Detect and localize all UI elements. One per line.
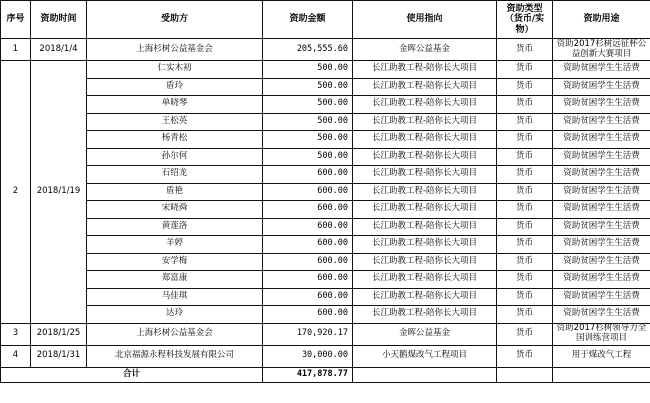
header-amount: 资助金额 [263, 1, 353, 39]
cell-recipient: 安学梅 [87, 253, 263, 271]
table-row [1, 201, 650, 219]
cell-direction: 长江助教工程-陪你长大项目 [353, 113, 497, 131]
header-type: 资助类型（货币/实物） [497, 1, 553, 39]
cell-purpose: 资助贫困学生生活费 [553, 131, 650, 149]
cell-purpose: 资助2017杉树领导力全国训练营项目 [553, 323, 650, 345]
cell-recipient: 郑富康 [87, 271, 263, 289]
cell-type: 货币 [497, 78, 553, 96]
cell-direction: 金晖公益基金 [353, 39, 497, 61]
cell-direction: 长江助教工程-陪你长大项目 [353, 131, 497, 149]
cell-purpose: 资助贫困学生生活费 [553, 113, 650, 131]
cell-type: 货币 [497, 323, 553, 345]
table-row [1, 306, 650, 324]
table-row [1, 39, 650, 61]
cell-type: 货币 [497, 131, 553, 149]
cell-date: 2018/1/25 [31, 323, 87, 345]
cell-date: 2018/1/31 [31, 345, 87, 367]
cell-purpose: 资助贫困学生生活费 [553, 236, 650, 254]
cell-direction: 长江助教工程-陪你长大项目 [353, 61, 497, 79]
cell-amount: 500.00 [263, 148, 353, 166]
cell-purpose: 资助贫困学生生活费 [553, 148, 650, 166]
cell-amount: 30,000.00 [263, 345, 353, 367]
cell-purpose: 资助贫困学生生活费 [553, 96, 650, 114]
cell-direction: 长江助教工程-陪你长大项目 [353, 183, 497, 201]
cell-direction: 长江助教工程-陪你长大项目 [353, 148, 497, 166]
cell-purpose: 用于煤改气工程 [553, 345, 650, 367]
cell-type: 货币 [497, 236, 553, 254]
cell-recipient: 王松英 [87, 113, 263, 131]
header-seq: 序号 [1, 1, 31, 39]
cell-purpose: 资助贫困学生生活费 [553, 78, 650, 96]
cell-direction: 长江助教工程-陪你长大项目 [353, 201, 497, 219]
cell-purpose: 资助贫困学生生活费 [553, 201, 650, 219]
header-date: 资助时间 [31, 1, 87, 39]
cell-type: 货币 [497, 39, 553, 61]
cell-purpose: 资助贫困学生生活费 [553, 166, 650, 184]
cell-type: 货币 [497, 166, 553, 184]
cell-type: 货币 [497, 288, 553, 306]
cell-type: 货币 [497, 183, 553, 201]
cell-seq: 3 [1, 323, 31, 345]
cell-amount: 600.00 [263, 166, 353, 184]
cell-type: 货币 [497, 253, 553, 271]
header-row [1, 1, 650, 39]
cell-amount: 170,920.17 [263, 323, 353, 345]
table-row [1, 166, 650, 184]
cell-type: 货币 [497, 96, 553, 114]
cell-purpose: 资助贫困学生生活费 [553, 306, 650, 324]
cell-amount: 600.00 [263, 183, 353, 201]
cell-amount: 500.00 [263, 78, 353, 96]
cell-direction: 长江助教工程-陪你长大项目 [353, 166, 497, 184]
table-row [1, 183, 650, 201]
table-row [1, 78, 650, 96]
cell-direction: 长江助教工程-陪你长大项目 [353, 218, 497, 236]
cell-recipient: 羊婷 [87, 236, 263, 254]
table-row [1, 131, 650, 149]
header-direction: 使用指向 [353, 1, 497, 39]
total-label: 合计 [1, 367, 263, 382]
table-body [1, 39, 650, 383]
table-row [1, 113, 650, 131]
table-row [1, 218, 650, 236]
table-row [1, 345, 650, 367]
total-row [1, 367, 650, 382]
cell-recipient: 上海杉树公益基金会 [87, 39, 263, 61]
cell-direction: 小天鹅煤改气工程项目 [353, 345, 497, 367]
cell-type: 货币 [497, 345, 553, 367]
cell-amount: 500.00 [263, 96, 353, 114]
total-amount: 417,878.77 [263, 367, 353, 382]
cell-recipient: 马佳琪 [87, 288, 263, 306]
cell-direction: 长江助教工程-陪你长大项目 [353, 288, 497, 306]
table-row [1, 271, 650, 289]
header-purpose: 资助用途 [553, 1, 650, 39]
cell-type: 货币 [497, 306, 553, 324]
cell-type: 货币 [497, 113, 553, 131]
cell-type: 货币 [497, 218, 553, 236]
total-empty-cell [353, 367, 497, 382]
header-recipient: 受助方 [87, 1, 263, 39]
cell-amount: 500.00 [263, 131, 353, 149]
cell-purpose: 资助贫困学生生活费 [553, 288, 650, 306]
cell-recipient: 杨青松 [87, 131, 263, 149]
cell-direction: 长江助教工程-陪你长大项目 [353, 96, 497, 114]
cell-purpose: 资助贫困学生生活费 [553, 253, 650, 271]
cell-purpose: 资助2017杉树远征杯公益创新大赛项目 [553, 39, 650, 61]
cell-recipient: 黄莲洛 [87, 218, 263, 236]
cell-purpose: 资助贫困学生生活费 [553, 183, 650, 201]
cell-type: 货币 [497, 271, 553, 289]
cell-amount: 500.00 [263, 61, 353, 79]
cell-seq: 2 [1, 61, 31, 324]
cell-amount: 205,555.60 [263, 39, 353, 61]
cell-purpose: 资助贫困学生生活费 [553, 61, 650, 79]
cell-recipient: 孙尔何 [87, 148, 263, 166]
cell-amount: 600.00 [263, 236, 353, 254]
table-row [1, 253, 650, 271]
cell-recipient: 盾艳 [87, 183, 263, 201]
cell-date: 2018/1/19 [31, 61, 87, 324]
cell-direction: 长江助教工程-陪你长大项目 [353, 253, 497, 271]
cell-amount: 600.00 [263, 306, 353, 324]
cell-type: 货币 [497, 201, 553, 219]
cell-recipient: 上海杉树公益基金会 [87, 323, 263, 345]
total-empty-cell [497, 367, 553, 382]
cell-direction: 长江助教工程-陪你长大项目 [353, 236, 497, 254]
cell-direction: 金晖公益基金 [353, 323, 497, 345]
table-row [1, 288, 650, 306]
cell-type: 货币 [497, 61, 553, 79]
cell-recipient: 石绍龙 [87, 166, 263, 184]
cell-amount: 600.00 [263, 271, 353, 289]
cell-seq: 4 [1, 345, 31, 367]
cell-direction: 长江助教工程-陪你长大项目 [353, 271, 497, 289]
table-row [1, 96, 650, 114]
cell-amount: 600.00 [263, 201, 353, 219]
cell-recipient: 宋晓舜 [87, 201, 263, 219]
cell-purpose: 资助贫困学生生活费 [553, 271, 650, 289]
cell-amount: 500.00 [263, 113, 353, 131]
cell-amount: 600.00 [263, 218, 353, 236]
cell-seq: 1 [1, 39, 31, 61]
cell-direction: 长江助教工程-陪你长大项目 [353, 306, 497, 324]
cell-date: 2018/1/4 [31, 39, 87, 61]
cell-amount: 600.00 [263, 253, 353, 271]
cell-type: 货币 [497, 148, 553, 166]
cell-recipient: 单晓琴 [87, 96, 263, 114]
cell-direction: 长江助教工程-陪你长大项目 [353, 78, 497, 96]
table-row [1, 61, 650, 79]
cell-recipient: 北京福源永程科技发展有限公司 [87, 345, 263, 367]
table-row [1, 148, 650, 166]
cell-recipient: 达玲 [87, 306, 263, 324]
table-row [1, 236, 650, 254]
total-empty-cell [553, 367, 650, 382]
cell-purpose: 资助贫困学生生活费 [553, 218, 650, 236]
cell-recipient: 仁实木初 [87, 61, 263, 79]
table-row [1, 323, 650, 345]
cell-amount: 600.00 [263, 288, 353, 306]
cell-recipient: 盾玲 [87, 78, 263, 96]
